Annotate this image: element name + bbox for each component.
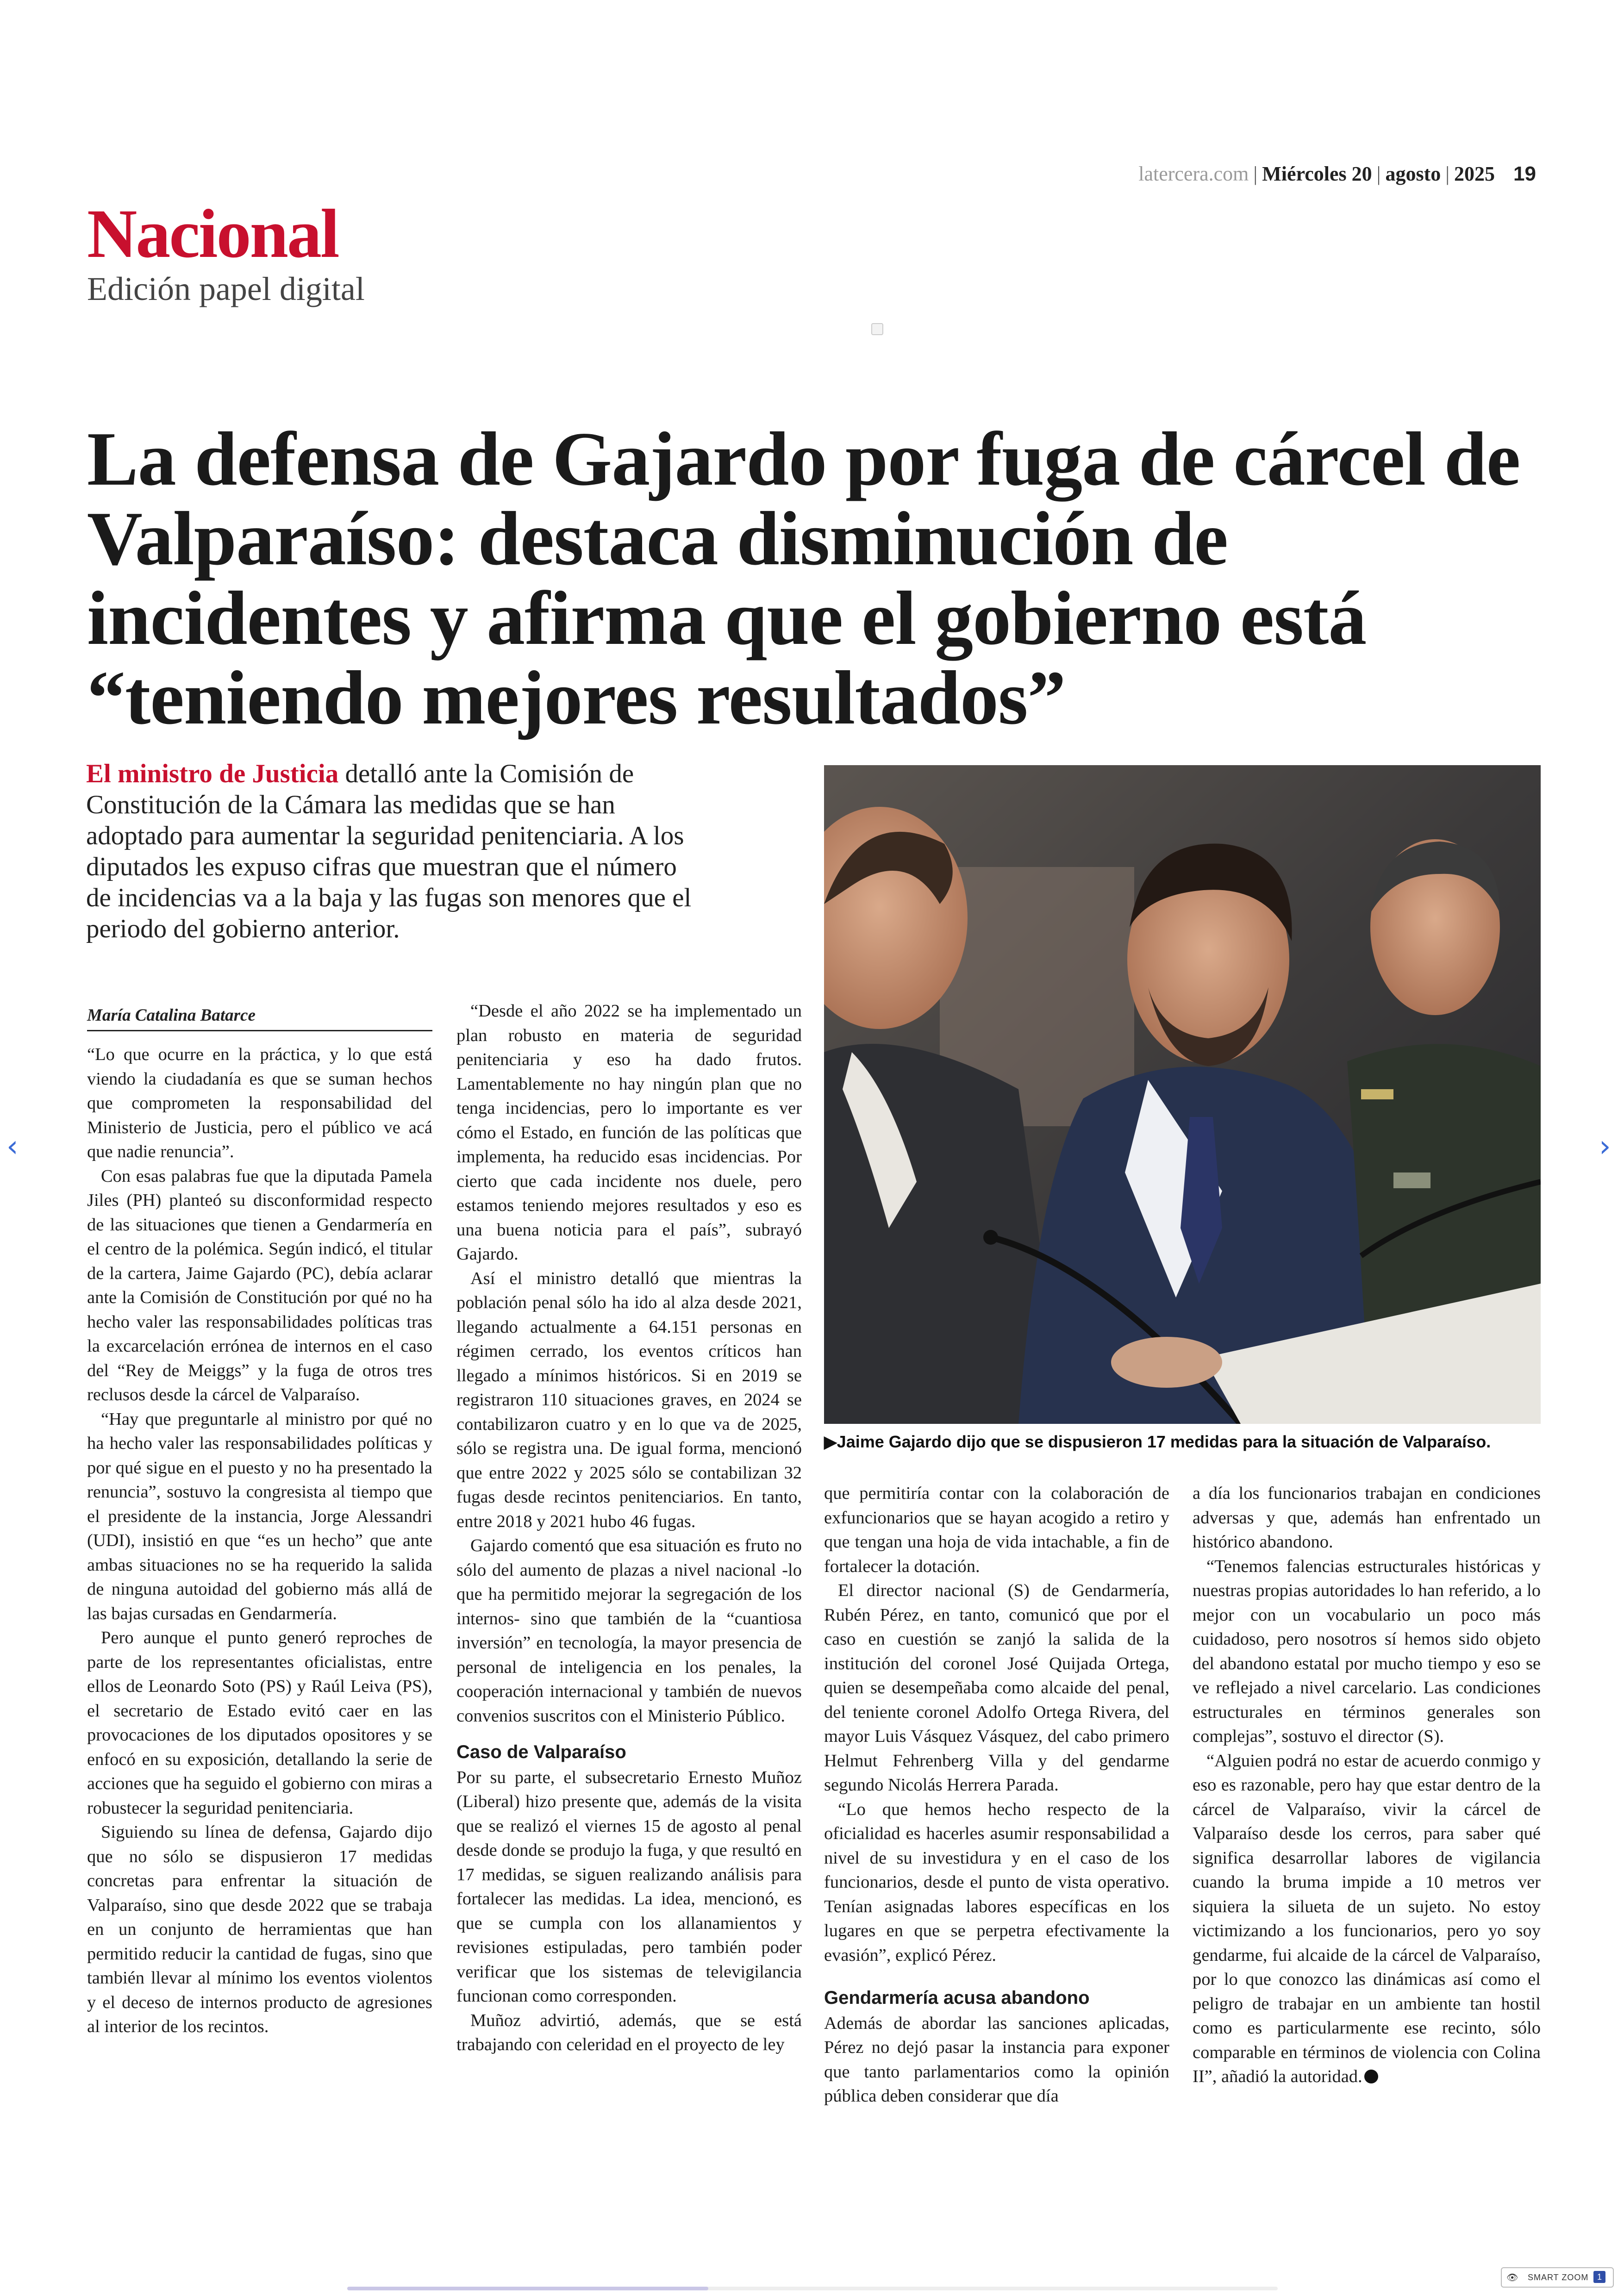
article-column-4 — [1193, 1481, 1541, 2089]
section-title: Nacional — [87, 195, 338, 272]
paragraph: Con esas palabras fue que la diputada Pamela Jiles (PH) planteó su disconformidad respecto de las situaciones que tienen a Gendarmería en el centro de la polémica. Según indicó, el titular de la cartera, Jaime Gajardo (PC), debía aclarar ante la Comisión de Constitución por qué no ha hecho valer las responsabilidades políticas tras la excarcelación errónea de internos en el caso del “Rey de Meiggs” y la fuga de otros tres reclusos desde la cárcel de Valparaíso. — [87, 1166, 432, 1404]
lead-text: detalló ante la Comisión de Constitución de la Cámara las medidas que se han adoptado para aumentar la seguridad penitenciaria. A los diputados les expuso cifras que muestran que el número de incidencias va a la baja y las fugas son menores que el periodo del gobierno anterior. — [86, 759, 692, 943]
zoom-page-badge: 1 — [1593, 2271, 1605, 2283]
scrollbar-thumb[interactable] — [347, 2287, 708, 2290]
header-weekday: Miércoles 20 — [1262, 162, 1372, 185]
paragraph: Siguiendo su línea de defensa, Gajardo dijo que no sólo se dispusieron 17 medidas concretas para enfrentar la situación de Valparaíso, sino que desde 2022 que se trabaja en un conjunto de herramientas que han permitido reducir la cantidad de fugas, sino que también llevar al mínimo los eventos violentos y el deceso de internos producto de agresiones al interior de los recintos. — [87, 1822, 432, 2036]
headline: La defensa de Gajardo por fuga de cárcel de Valparaíso: destaca disminución de incidentes y afirma que el gobierno está “teniendo mejores resultados” — [87, 416, 1520, 740]
smart-zoom-button[interactable] — [1501, 2267, 1614, 2288]
paragraph: Pero aunque el punto generó reproches de parte de los representantes oficialistas, entre ellos de Leonardo Soto (PS) y Raúl Leiva (PS), el secretario de Estado evitó caer en las provocaciones de los diputados opositores y se enfocó en su exposición, detallando la serie de acciones que ha seguido el gobierno con miras a robustecer la seguridad penitenciaria. — [87, 1628, 432, 1818]
subheading-gendarmeria: Gendarmería acusa abandono — [824, 1988, 1090, 2008]
paragraph: que permitiría contar con la colaboración de exfuncionarios que se hayan acogido a retiro y que tengan una hoja de vida intachable, a fin de fortalecer la dotación. — [824, 1484, 1169, 1576]
byline: María Catalina Batarce — [87, 1005, 432, 1031]
article-column-3 — [824, 1481, 1169, 2108]
paragraph: El director nacional (S) de Gendarmería, Rubén Pérez, en tanto, comunicó que por el caso en cuestión se zanjó la salida de la institución del coronel José Quijada Ortega, quien se desempeñaba como alcaide del penal, del teniente coronel Adolfo Ortega Rivera, del mayor Luis Vásquez Vásquez, del cabo primero Helmut Fehrenberg Villa y del gendarme segundo Nicolás Herrera Parada. — [824, 1581, 1169, 1795]
paragraph: Además de abordar las sanciones aplicadas, Pérez no dejó pasar la instancia para exponer que tanto parlamentarios como la opinión pública deben considerar que día — [824, 2013, 1169, 2106]
end-mark-icon — [1364, 2070, 1378, 2083]
lead-highlight: El ministro de Justicia — [86, 759, 339, 788]
photo-caption: ▶Jaime Gajardo dijo que se dispusieron 17 medidas para la situación de Valparaíso. — [824, 1432, 1491, 1451]
page-marker-icon — [871, 323, 883, 335]
chevron-left-icon[interactable]: ‹ — [6, 1129, 19, 1164]
photo-illustration — [824, 765, 1541, 1424]
smart-zoom-label: SMART ZOOM — [1528, 2273, 1589, 2282]
article-photo — [824, 765, 1541, 1424]
paragraph: Así el ministro detalló que mientras la población penal sólo ha ido al alza desde 2021, llegando actualmente a 64.151 personas en régimen cerrado, los eventos críticos han llegado a mínimos históricos. Si en 2019 se registraron 110 situaciones graves, en 2024 se contabilizaron cuatro y en lo que va de 2025, sólo se registra una. De igual forma, mencionó que entre 2022 y 2025 sólo se contabilizan 32 fugas desde recintos penitenciarios. En tanto, entre 2018 y 2021 hubo 46 fugas. — [456, 1268, 802, 1531]
article-column-2 — [456, 999, 802, 2057]
paragraph: “Hay que preguntarle al ministro por qué no ha hecho valer las responsabilidades políticas y por qué sigue en el puesto y no ha presentado la renuncia”, sostuvo la congresista al tiempo que el presidente de la instancia, Jorge Alessandri (UDI), insistió en que “es un hecho” que ante ambas situaciones no se ha requerido la salida de ninguna autoidad del gobierno más allá de las bajas cursadas en Gendarmería. — [87, 1409, 432, 1623]
last-paragraph — [1193, 1749, 1541, 2089]
lead-paragraph — [86, 758, 706, 944]
page-number: 19 — [1513, 162, 1536, 185]
paragraph: “Alguien podrá no estar de acuerdo conmigo y eso es razonable, pero hay que estar dentro de la cárcel de Valparaíso, vivir la cárcel de Valparaíso desde los cerros, para saber qué significa desarrollar labores de vigilancia cuando la bruma impide a 10 metros ver siquiera la silueta de un sujeto. No estoy victimizando a los funcionarios, pero yo soy gendarme, fui alcaide de la cárcel de Valparaíso, por lo que conozco las dinámicas así como el peligro de trabajar en un ambiente tan hostil como es particularmente ese recinto, sólo comparable en términos de violencia con Colina II”, añadió la autoridad. — [1193, 1751, 1541, 2086]
header-month: agosto — [1385, 162, 1441, 185]
chevron-right-icon[interactable]: › — [1599, 1129, 1611, 1164]
site-name: latercera.com — [1138, 162, 1249, 185]
paragraph: “Lo que hemos hecho respecto de la oficialidad es hacerles asumir responsabilidad a nivel de su investidura y en el caso de los funcionarios, desde el punto de vista operativo. Tenían asignadas labores específicas en los lugares en que se perpetra efectivamente la evasión”, explicó Pérez. — [824, 1799, 1169, 1965]
header-year: 2025 — [1454, 162, 1495, 185]
page-header: latercera.com | Miércoles 20 | agosto | 2025 19 — [1138, 162, 1536, 185]
paragraph: “Lo que ocurre en la práctica, y lo que está viendo la ciudadanía es que se suman hechos que comprometen la responsabilidad del Ministerio de Justicia, pero el público ve acá que nadie renuncia”. — [87, 1045, 432, 1161]
paragraph: Gajardo comentó que esa situación es fruto no sólo del aumento de plazas a nivel nacional -lo que ha permitido mejorar la segregación de los internos- sino que también de la “cuantiosa inversión” en tecnología, la mayor presencia de personal de inteligencia en los penales, la cooperación internacional y también de nuevos convenios suscritos con el Ministerio Público. — [456, 1536, 802, 1726]
paragraph: “Tenemos falencias estructurales históricas y nuestras propias autoridades lo han referido, a lo mejor con un vocabulario un poco más cuidadoso, pero nosotros sí hemos sido objeto del abandono estatal por mucho tiempo y eso se ve reflejado a nivel carcelario. Las condiciones estructurales en términos generales son complejas”, sostuvo el director (S). — [1193, 1556, 1541, 1746]
paragraph: a día los funcionarios trabajan en condiciones adversas y que, además han enfrentado un histórico abandono. — [1193, 1484, 1541, 1552]
paragraph: Muñoz advirtió, además, que se está trabajando con celeridad en el proyecto de ley — [456, 2010, 802, 2054]
article-column-1 — [87, 1042, 432, 2039]
subheading-caso-valparaiso: Caso de Valparaíso — [456, 1742, 626, 1762]
paragraph: “Desde el año 2022 se ha implementado un plan robusto en materia de seguridad penitenciaria y eso ha dado frutos. Lamentablemente no hay ningún plan que no tenga incidencias, pero lo importante es ver cómo el Estado, en función de las políticas que implementa, ha reducido esas incidencias. Por cierto que cada incidente nos duele, pero estamos teniendo mejores resultados y eso es una buena noticia para el país”, subrayó Gajardo. — [456, 1001, 802, 1264]
paragraph: Por su parte, el subsecretario Ernesto Muñoz (Liberal) hizo presente que, además de la visita que se realizó el viernes 15 de agosto al penal desde donde se produjo la fuga, y que resultó en 17 medidas, se siguen realizando análisis para fortalecer las medidas. La idea, mencionó, es que se cumpla con los allanamientos y revisiones estipuladas, pero también poder verificar que los sistemas de televigilancia funcionan como corresponden. — [456, 1767, 802, 2006]
edition-label: Edición papel digital — [87, 270, 365, 307]
eye-icon: 👁 — [1506, 2273, 1518, 2283]
